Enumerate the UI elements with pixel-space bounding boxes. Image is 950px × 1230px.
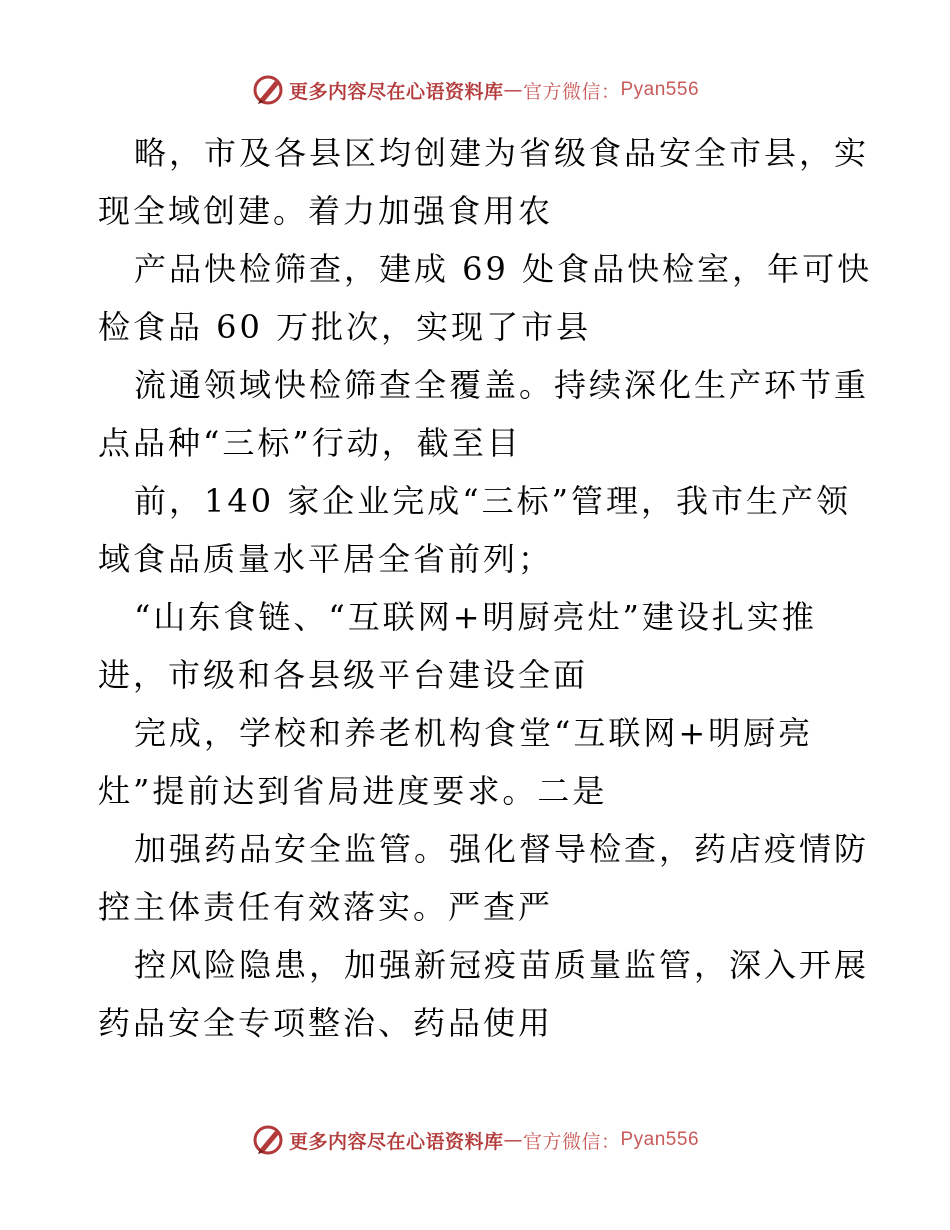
paragraph-line: 现全域创建。着力加强食用农 [98,192,554,230]
paragraph-line: 点品种“三标”行动，截至目 [98,424,522,462]
pen-logo-icon [251,73,285,107]
watermark-separator: — [503,1129,523,1151]
paragraph [98,124,870,240]
watermark-wechat-label: 官方微信： [522,80,621,103]
paragraph [98,820,870,936]
paragraph-line: 灶”提前达到省局进度要求。二是 [98,772,608,810]
paragraph-line: 前，140 家企业完成“三标”管理，我市生产领 [134,482,851,520]
paragraph [98,472,858,588]
paragraph-line: 完成，学校和养老机构食堂“互联网+明厨亮 [134,714,814,752]
paragraph [98,588,858,704]
paragraph [98,936,870,1052]
paragraph-line: 流通领域快检筛查全覆盖。持续深化生产环节重 [134,366,870,404]
watermark-title: 更多内容尽在心语资料库 [288,80,504,103]
paragraph-line: 域食品质量水平居全省前列； [98,540,554,578]
pen-logo-icon [251,1123,285,1157]
paragraph-line: “山东食链、“互联网+明厨亮灶”建设扎实推 [134,598,817,636]
paragraph-line: 药品安全专项整治、药品使用 [98,1004,554,1042]
paragraph [98,704,858,820]
watermark-separator: — [503,79,523,101]
paragraph-line: 控风险隐患，加强新冠疫苗质量监管，深入开展 [134,946,870,984]
paragraph-line: 控主体责任有效落实。严查严 [98,888,554,926]
header-watermark [0,70,950,110]
paragraph-line: 加强药品安全监管。强化督导检查，药店疫情防 [134,830,870,868]
paragraph-line: 检食品 60 万批次，实现了市县 [98,308,592,346]
paragraph [98,240,873,356]
paragraph-line: 略，市及各县区均创建为省级食品安全市县，实 [134,134,870,172]
footer-watermark [0,1120,950,1160]
watermark-wechat-label: 官方微信： [522,1130,621,1153]
paragraph [98,356,870,472]
watermark-title: 更多内容尽在心语资料库 [288,1130,504,1153]
watermark-wechat-id: Pyan556 [620,1129,700,1150]
paragraph-line: 产品快检筛查，建成 69 处食品快检室，年可快 [134,250,873,288]
watermark-wechat-id: Pyan556 [620,79,700,100]
paragraph-line: 进，市级和各县级平台建设全面 [98,656,589,694]
document-body [98,124,873,1052]
